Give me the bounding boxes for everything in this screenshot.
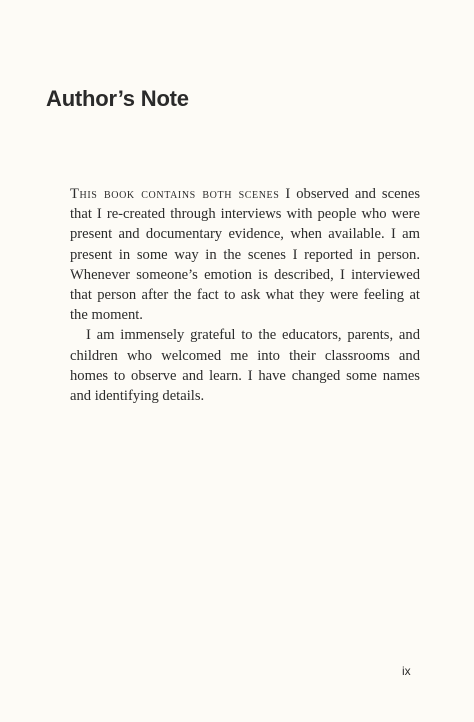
paragraph-2: I am immensely grateful to the educators, parents, and children who welcomed me into their classrooms and homes to observe and learn. I have changed some names and identifying details. xyxy=(70,327,420,405)
page-number: ix xyxy=(402,664,411,678)
paragraph-1-lead: This book contains both scenes xyxy=(70,186,280,202)
body-text xyxy=(70,184,420,406)
paragraph-1-rest: I observed and scenes that I re-created through interviews with people who were present and documentary evidence, when available. I am present in some way in the scenes I reported in person. Whenever someone’s emotion is described, I interviewed that person after the fact to ask what they were feeling at the moment. xyxy=(70,186,420,324)
page-title: Author’s Note xyxy=(46,86,189,111)
paragraph-1 xyxy=(70,184,420,325)
